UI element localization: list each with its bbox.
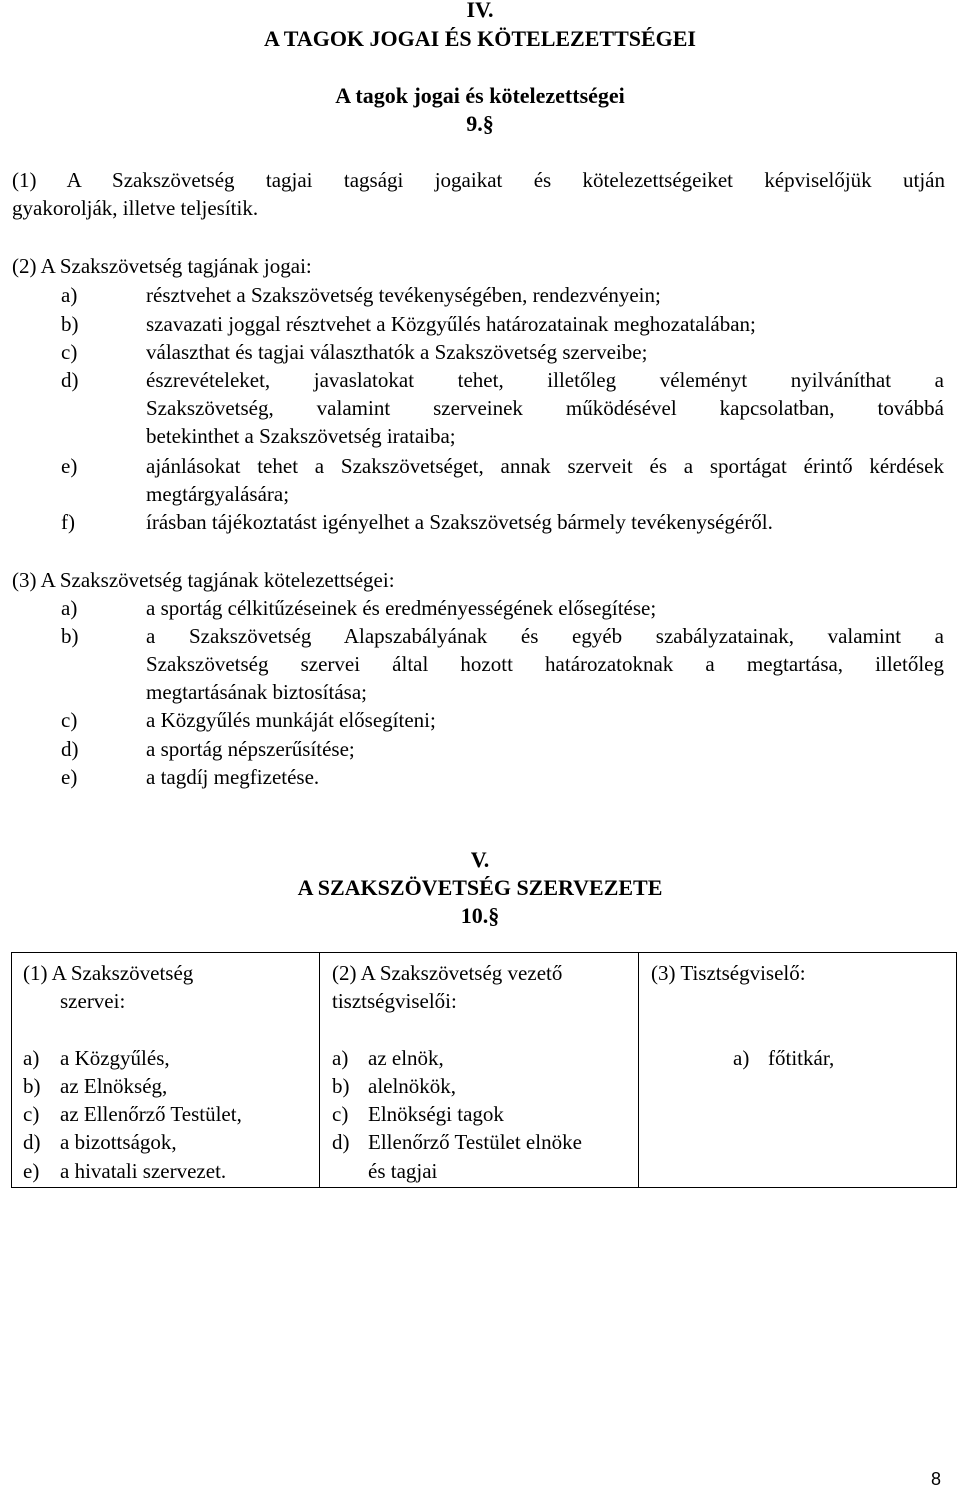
section-number: 9.§ xyxy=(466,111,494,136)
organ-item: az Ellenőrző Testület, xyxy=(60,1102,242,1126)
list-letter: d) xyxy=(332,1130,350,1154)
section-number: 10.§ xyxy=(460,903,500,928)
list-letter: f) xyxy=(61,510,75,534)
list-item-text: Szakszövetség, valamint szerveinek működésével kapcsolatban, továbbá xyxy=(146,396,944,420)
list-item-text: Szakszövetség szervei által hozott határozatoknak a megtartása, illetőleg xyxy=(146,652,944,676)
paragraph-2-intro: (2) A Szakszövetség tagjának jogai: xyxy=(12,254,312,278)
chapter-title: A SZAKSZÖVETSÉG SZERVEZETE xyxy=(297,875,663,900)
list-letter: d) xyxy=(61,368,79,392)
list-letter: a) xyxy=(61,596,78,620)
list-item-text: a Szakszövetség Alapszabályának és egyéb szabályzatainak, valamint a xyxy=(146,624,944,648)
paragraph-3-intro: (3) A Szakszövetség tagjának kötelezettségei: xyxy=(12,568,395,592)
list-item-text: megtárgyalására; xyxy=(146,482,290,506)
list-item-text: a sportág célkitűzéseinek és eredményességének elősegítése; xyxy=(146,596,657,620)
column-2-heading-cont: tisztségviselői: xyxy=(332,989,457,1013)
page-number: 8 xyxy=(931,1469,942,1489)
list-item-text: ajánlásokat tehet a Szakszövetséget, annak szerveit és a sportágat érintő kérdések xyxy=(146,454,944,478)
organ-item: az Elnökség, xyxy=(60,1074,168,1098)
list-letter: a) xyxy=(733,1046,750,1070)
list-letter: b) xyxy=(23,1074,41,1098)
list-letter: a) xyxy=(23,1046,40,1070)
officer-item: főtitkár, xyxy=(768,1046,835,1070)
officer-item: Elnökségi tagok xyxy=(368,1102,504,1126)
list-letter: c) xyxy=(61,708,78,732)
list-letter: b) xyxy=(61,624,79,648)
organ-item: a bizottságok, xyxy=(60,1130,177,1154)
officer-item: Ellenőrző Testület elnöke xyxy=(368,1130,582,1154)
list-item-text: betekinthet a Szakszövetség irataiba; xyxy=(146,424,456,448)
officer-item-cont: és tagjai xyxy=(368,1159,438,1183)
list-item-text: szavazati joggal résztvehet a Közgyűlés határozatainak meghozatalában; xyxy=(146,312,756,336)
list-letter: c) xyxy=(61,340,78,364)
chapter-numeral: V. xyxy=(470,847,490,872)
list-letter: e) xyxy=(61,765,78,789)
section-subtitle: A tagok jogai és kötelezettségei xyxy=(335,83,625,108)
column-2-heading: (2) A Szakszövetség vezető xyxy=(332,961,563,985)
column-1-heading: (1) A Szakszövetség xyxy=(23,961,194,985)
list-letter: a) xyxy=(332,1046,349,1070)
column-1-heading-cont: szervei: xyxy=(60,989,126,1013)
list-item-text: észrevételeket, javaslatokat tehet, illetőleg véleményt nyilváníthat a xyxy=(146,368,944,392)
column-3-heading: (3) Tisztségviselő: xyxy=(651,961,806,985)
list-letter: e) xyxy=(23,1159,40,1183)
list-letter: c) xyxy=(332,1102,349,1126)
list-item-text: a tagdíj megfizetése. xyxy=(146,765,320,789)
list-letter: a) xyxy=(61,283,78,307)
list-item-text: a sportág népszerűsítése; xyxy=(146,737,355,761)
list-letter: d) xyxy=(61,737,79,761)
column-divider xyxy=(638,953,639,1187)
list-letter: c) xyxy=(23,1102,40,1126)
organization-table xyxy=(11,952,957,1188)
section-sign: § xyxy=(488,903,500,928)
paragraph-1-line-1: (1) A Szakszövetség tagjai tagsági jogaikat és kötelezettségeiket képviselőjük utján xyxy=(12,168,945,192)
chapter-title: A TAGOK JOGAI ÉS KÖTELEZETTSÉGEI xyxy=(264,26,696,51)
list-item-text: a Közgyűlés munkáját elősegíteni; xyxy=(146,708,436,732)
chapter-numeral: IV. xyxy=(466,0,494,22)
section-sign: § xyxy=(482,111,494,136)
officer-item: az elnök, xyxy=(368,1046,444,1070)
organ-item: a Közgyűlés, xyxy=(60,1046,170,1070)
paragraph-1-line-2: gyakorolják, illetve teljesítik. xyxy=(12,196,259,220)
column-divider xyxy=(319,953,320,1187)
list-item-text: választhat és tagjai választhatók a Szakszövetség szerveibe; xyxy=(146,340,648,364)
list-letter: b) xyxy=(332,1074,350,1098)
list-item-text: írásban tájékoztatást igényelhet a Szakszövetség bármely tevékenységéről. xyxy=(146,510,773,534)
officer-item: alelnökök, xyxy=(368,1074,457,1098)
organ-item: a hivatali szervezet. xyxy=(60,1159,227,1183)
list-letter: e) xyxy=(61,454,78,478)
list-letter: d) xyxy=(23,1130,41,1154)
list-item-text: megtartásának biztosítása; xyxy=(146,680,368,704)
list-letter: b) xyxy=(61,312,79,336)
list-item-text: résztvehet a Szakszövetség tevékenységében, rendezvényein; xyxy=(146,283,661,307)
